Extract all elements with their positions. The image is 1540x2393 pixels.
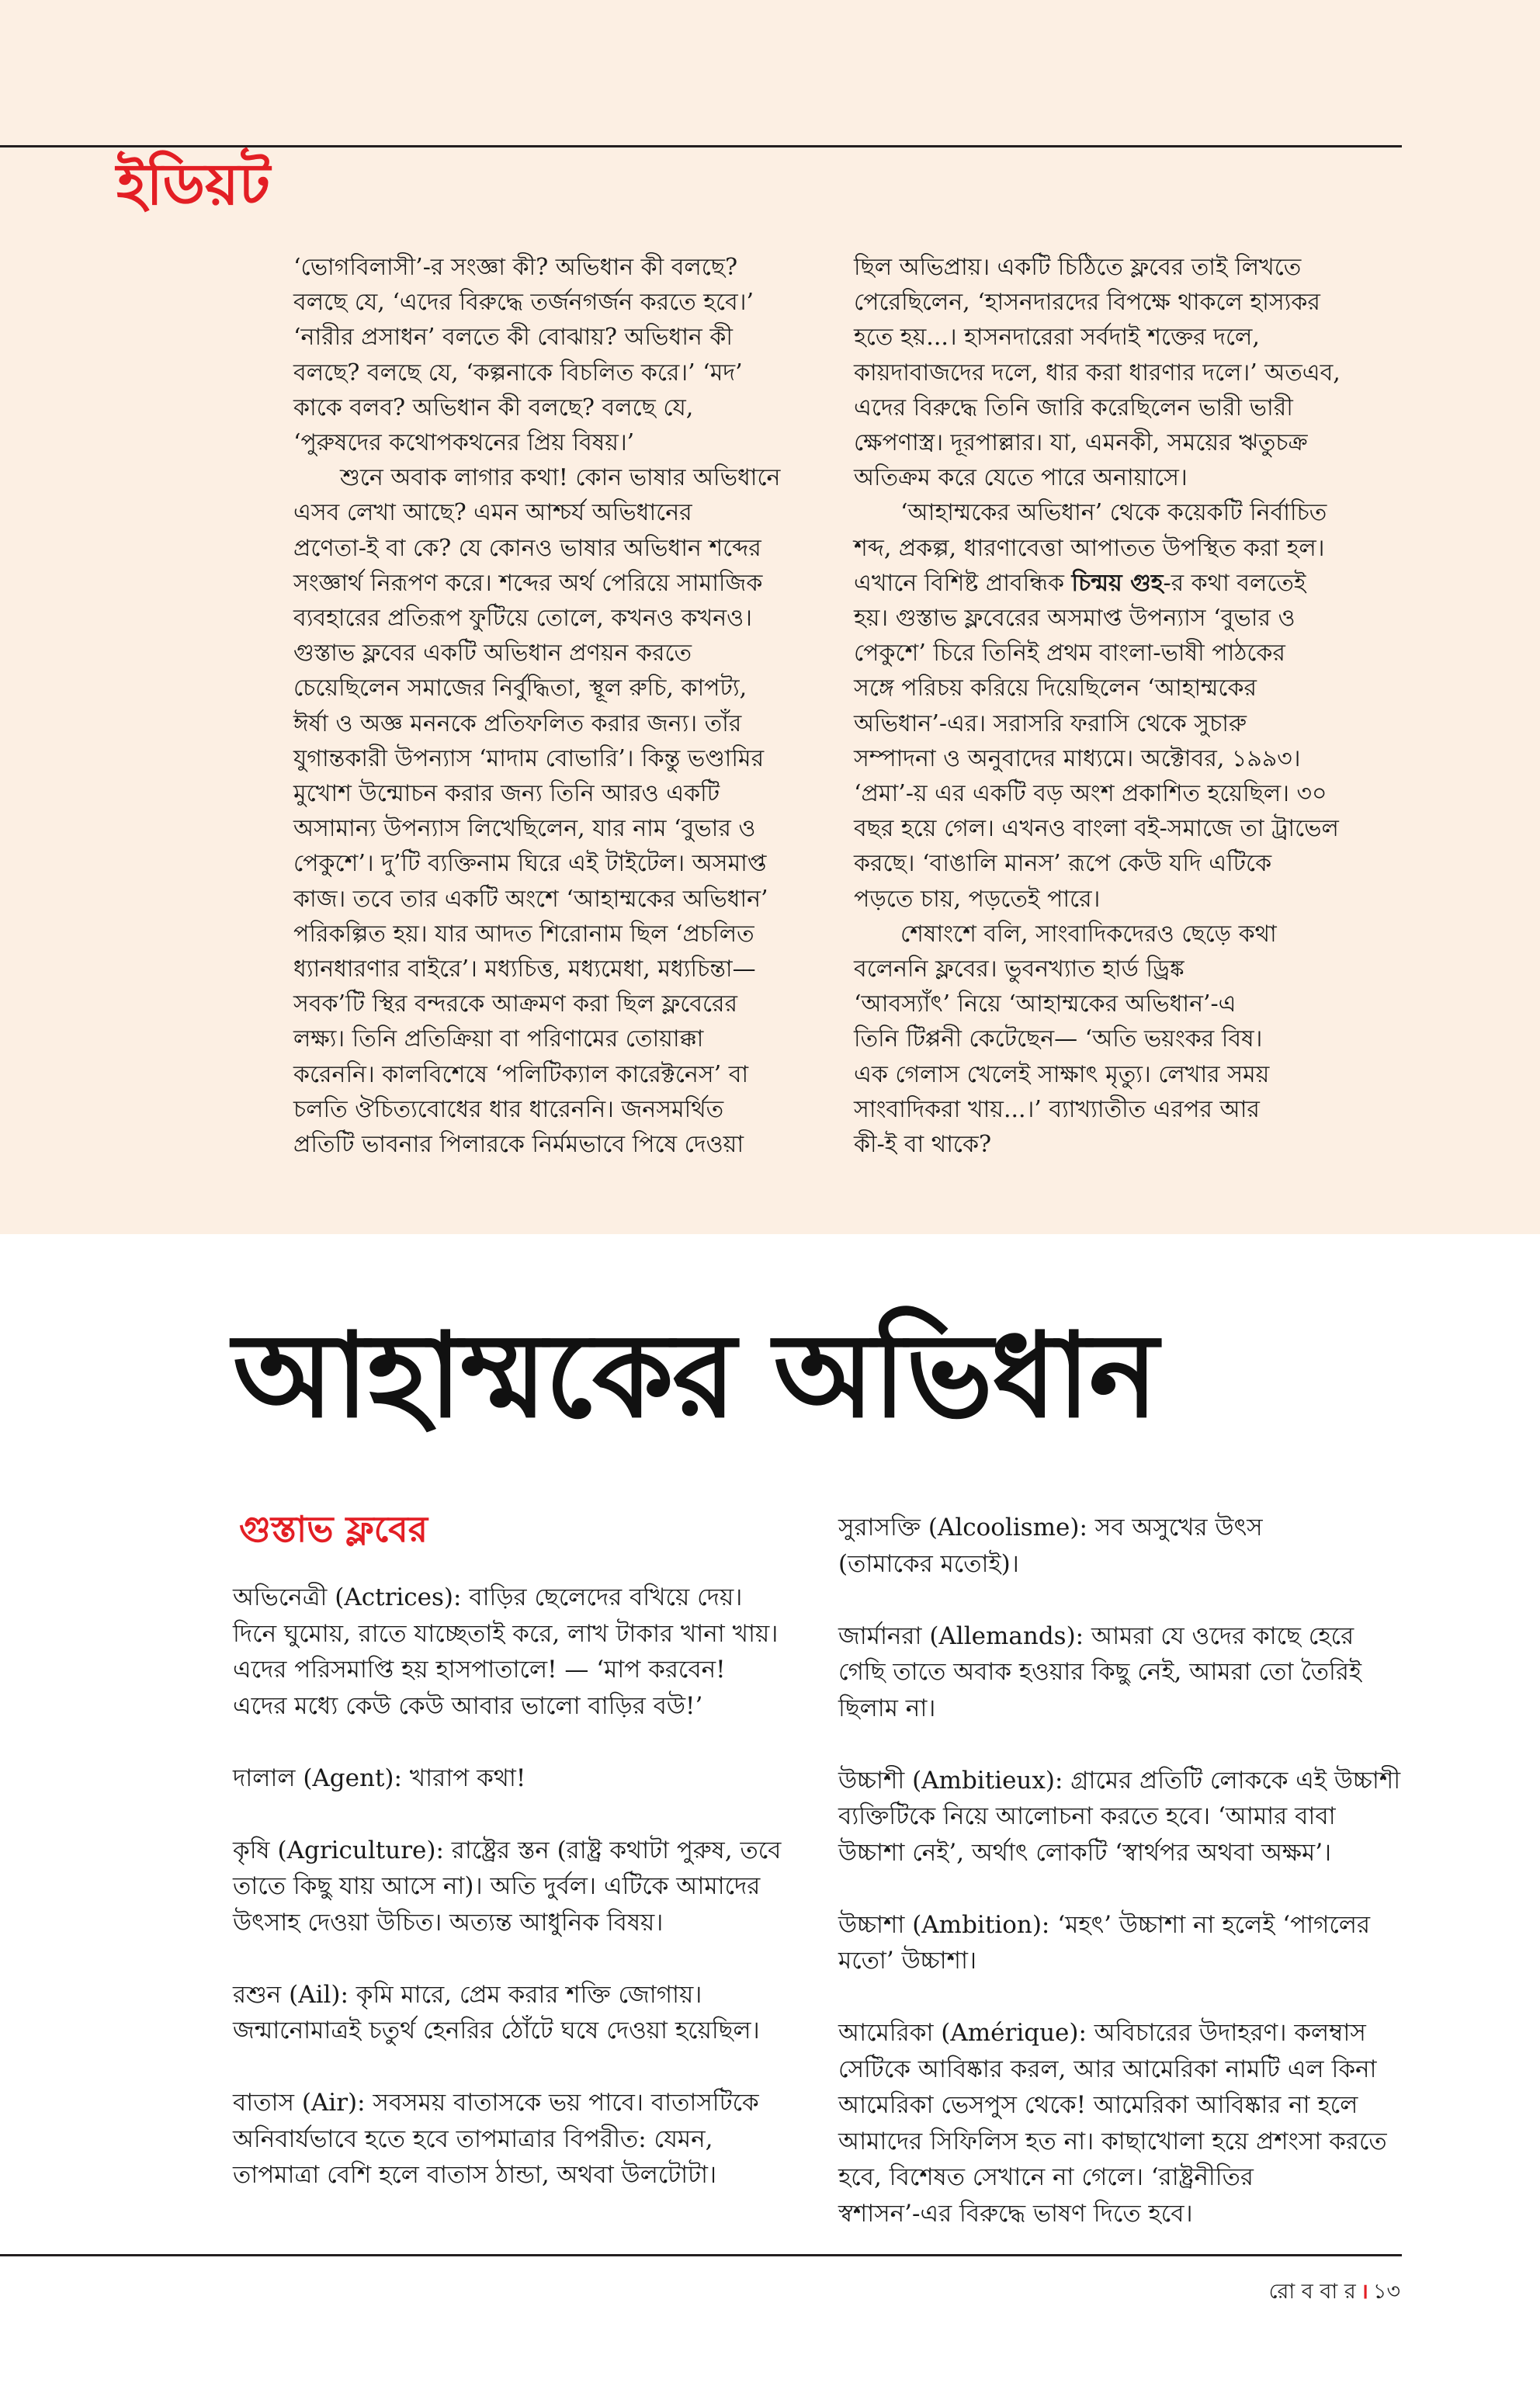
text-line: লক্ষ্য। তিনি প্রতিক্রিয়া বা পরিণামের তোয়াক্কা: [293, 1025, 704, 1053]
text-line: ‘আহাম্মকের অভিধান’ থেকে কয়েকটি নির্বাচিত: [900, 499, 1327, 527]
intro-column-left: [293, 250, 780, 1162]
dictionary-entry: [838, 2015, 1400, 2232]
dictionary-entry: [233, 1580, 781, 1724]
entry-line: জার্মানরা (Allemands): আমরা যে ওদের কাছে হেরে: [838, 1621, 1354, 1650]
text-line: শব্দ, প্রকল্প, ধারণাবেত্তা আপাতত উপস্থিত করা হল।: [854, 534, 1325, 562]
dictionary-entry: [233, 2085, 781, 2194]
entry-line: মতো’ উচ্চাশা।: [838, 1947, 977, 1975]
entry-line: তাপমাত্রা বেশি হলে বাতাস ঠান্ডা, অথবা উলটোটা।: [233, 2161, 717, 2189]
entry-line: কৃষি (Agriculture): রাষ্ট্রের স্তন (রাষ্ট্র কথাটা পুরুষ, তবে: [233, 1836, 782, 1864]
text-line: সংজ্ঞার্থ নিরূপণ করে। শব্দের অর্থ পেরিয়ে সামাজিক: [293, 569, 763, 597]
text-line: অভিধান’-এর। সরাসরি ফরাসি থেকে সুচারু: [854, 709, 1247, 737]
author-name: গুস্তাভ ফ্লবের: [239, 1508, 428, 1550]
footer-separator: ।: [1360, 2280, 1368, 2304]
text-line: চেয়েছিলেন সমাজের নির্বুদ্ধিতা, স্থূল রুচি, কাপট্য,: [293, 675, 747, 702]
entry-line: আমেরিকা (Amérique): অবিচারের উদাহরণ। কলম্বাস: [838, 2019, 1366, 2047]
page-footer: [1269, 2276, 1400, 2311]
entry-line: জন্মানোমাত্রই চতুর্থ হেনরির ঠোঁটে ঘষে দেওয়া হয়েছিল।: [233, 2017, 760, 2044]
text-line: পড়তে চায়, পড়তেই পারে।: [854, 885, 1101, 913]
entry-line: সুরাসক্তি (Alcoolisme): সব অসুখের উৎস: [838, 1514, 1263, 1542]
page-number: ১৩: [1372, 2280, 1400, 2304]
magazine-name: রো ব বা র: [1268, 2280, 1356, 2304]
text-line: ‘ভোগবিলাসী’-র সংজ্ঞা কী? অভিধান কী বলছে?: [293, 254, 738, 281]
text-line: বলেননি ফ্লবের। ভুবনখ্যাত হার্ড ড্রিঙ্ক: [854, 955, 1184, 983]
text-line: কাজ। তবে তার একটি অংশে ‘আহাম্মকের অভিধান’: [293, 885, 768, 913]
text-line: কায়দাবাজদের দলে, ধার করা ধারণার দলে।’ অতএব,: [854, 359, 1341, 387]
text-line: অসামান্য উপন্যাস লিখেছিলেন, যার নাম ‘বুভার ও: [293, 815, 756, 843]
entry-line: ব্যক্তিটিকে নিয়ে আলোচনা করতে হবে। ‘আমার বাবা: [838, 1802, 1336, 1830]
text-line: এক গেলাস খেলেই সাক্ষাৎ মৃত্যু। লেখার সময়: [854, 1060, 1270, 1088]
bottom-rule: [0, 2254, 1402, 2256]
entry-line: স্বশাসন’-এর বিরুদ্ধে ভাষণ দিতে হবে।: [838, 2199, 1193, 2228]
text-line: বলছে? বলছে যে, ‘কল্পনাকে বিচলিত করে।’ ‘মদ’: [293, 359, 743, 387]
entry-line: দিনে ঘুমোয়, রাতে যাচ্ছেতাই করে, লাখ টাকার খানা খায়।: [233, 1619, 779, 1648]
text-line: পেকুশে’। দু’টি ব্যক্তিনাম ঘিরে এই টাইটেল। অসমাপ্ত: [293, 850, 767, 878]
text-line: শেষাংশে বলি, সাংবাদিকদেরও ছেড়ে কথা: [900, 920, 1277, 948]
dictionary-entry: [838, 1907, 1400, 1979]
dictionary-entry: [838, 1510, 1400, 1582]
entry-line: সেটিকে আবিষ্কার করল, আর আমেরিকা নামটি এল কিনা: [838, 2055, 1377, 2083]
text-line: প্রণেতা-ই বা কে? যে কোনও ভাষার অভিধান শব্দের: [293, 534, 761, 562]
entry-line: তাতে কিছু যায় আসে না)। অতি দুর্বল। এটিকে আমাদের: [233, 1872, 761, 1900]
text-line: শুনে অবাক লাগার কথা! কোন ভাষার অভিধানে: [340, 464, 781, 492]
text-line: এসব লেখা আছে? এমন আশ্চর্য অভিধানের: [293, 499, 692, 527]
text-line: পেরেছিলেন, ‘হাসনদারদের বিপক্ষে থাকলে হাস্যকর: [854, 289, 1320, 317]
text-line: ‘পুরুষদের কথোপকথনের প্রিয় বিষয়।’: [293, 429, 635, 457]
text-line: পেকুশে’ চিরে তিনিই প্রথম বাংলা-ভাষী পাঠকের: [854, 640, 1285, 668]
entry-line: (তামাকের মতোই)।: [838, 1549, 1019, 1578]
text-line: পরিকল্পিত হয়। যার আদত শিরোনাম ছিল ‘প্রচলিত: [293, 920, 754, 948]
entry-line: এদের মধ্যে কেউ কেউ আবার ভালো বাড়ির বউ!’: [233, 1691, 703, 1720]
text-line: সম্পাদনা ও অনুবাদের মাধ্যমে। অক্টোবর, ১৯৯৩।: [854, 744, 1301, 772]
text-line: করছে। ‘বাঙালি মানস’ রূপে কেউ যদি এটিকে: [854, 850, 1272, 878]
dictionary-entry: [838, 1763, 1400, 1871]
text-line: এদের বিরুদ্ধে তিনি জারি করেছিলেন ভারী ভারী: [854, 394, 1293, 421]
entry-line: হবে, বিশেষত সেখানে না গেলে। ‘রাষ্ট্রনীতির: [838, 2163, 1254, 2191]
text-line: কাকে বলব? অভিধান কী বলছে? বলছে যে,: [293, 394, 694, 421]
dictionary-entry: [233, 1833, 781, 1941]
text-line: যুগান্তকারী উপন্যাস ‘মাদাম বোভারি’। কিন্তু ভণ্ডামির: [293, 744, 765, 772]
text-line: [854, 566, 1341, 601]
article-title: আহাম্মকের অভিধান: [233, 1307, 1157, 1444]
intro-column-right: [854, 250, 1341, 1162]
entry-line: আমাদের সিফিলিস হত না। কাছাখোলা হয়ে প্রশংসা করতে: [838, 2127, 1387, 2155]
text-line: হতে হয়...। হাসনদারেরা সর্বদাই শক্তের দলে,: [854, 324, 1260, 352]
text-line: ব্যবহারের প্রতিরূপ ফুটিয়ে তোলে, কখনও কখনও।: [293, 605, 752, 633]
text-line: হয়। গুস্তাভ ফ্লবেরের অসমাপ্ত উপন্যাস ‘বুভার ও: [854, 605, 1295, 633]
text-line: মুখোশ উন্মোচন করার জন্য তিনি আরও একটি: [293, 780, 720, 808]
dictionary-entry: [838, 1618, 1400, 1727]
entry-line: উচ্চাশী (Ambitieux): গ্রামের প্রতিটি লোককে এই উচ্চাশী: [838, 1766, 1401, 1795]
text-fragment: এখানে বিশিষ্ট প্রাবন্ধিক: [854, 569, 1072, 597]
text-line: ছিল অভিপ্রায়। একটি চিঠিতে ফ্লবের তাই লিখতে: [854, 254, 1302, 281]
entry-line: অভিনেত্রী (Actrices): বাড়ির ছেলেদের বখিয়ে দেয়।: [233, 1583, 743, 1611]
text-line: সবক’টি স্থির বন্দরকে আক্রমণ করা ছিল ফ্লবেরের: [293, 990, 738, 1018]
entry-line: রশুন (Ail): কৃমি মারে, প্রেম করার শক্তি জোগায়।: [233, 1980, 702, 2009]
section-kicker: ইডিয়ট: [116, 151, 271, 218]
text-line: অতিক্রম করে যেতে পারে অনায়াসে।: [854, 464, 1188, 492]
text-line: ধ্যানধারণার বাইরে’। মধ্যচিত্ত, মধ্যমেধা, মধ্যচিন্তা—: [293, 955, 756, 983]
entry-line: অনিবার্যভাবে হতে হবে তাপমাত্রার বিপরীত: যেমন,: [233, 2124, 713, 2153]
text-line: ক্ষেপণাস্ত্র। দূরপাল্লার। যা, এমনকী, সময়ের ঋতুচক্র: [854, 429, 1308, 457]
entry-line: এদের পরিসমাপ্তি হয় হাসপাতালে! — ‘মাপ করবেন!: [233, 1656, 726, 1684]
entry-line: উৎসাহ দেওয়া উচিত। অত্যন্ত আধুনিক বিষয়।: [233, 1908, 664, 1937]
text-line: সাংবাদিকরা খায়...।’ ব্যাখ্যাতীত এরপর আর: [854, 1095, 1260, 1123]
text-line: সঙ্গে পরিচয় করিয়ে দিয়েছিলেন ‘আহাম্মকের: [854, 675, 1257, 702]
entry-line: বাতাস (Air): সবসময় বাতাসকে ভয় পাবে। বাতাসটিকে: [233, 2089, 759, 2117]
text-line: ‘আবস্যাঁৎ’ নিয়ে ‘আহাম্মকের অভিধান’-এ: [854, 990, 1237, 1018]
highlighted-name: চিন্ময় গুহ: [1071, 569, 1164, 597]
top-rule: [0, 145, 1402, 147]
text-line: করেননি। কালবিশেষে ‘পলিটিক্যাল কারেক্টনেস’ বা: [293, 1060, 749, 1088]
text-line: ‘প্রমা’-য় এর একটি বড় অংশ প্রকাশিত হয়েছিল। ৩০: [854, 780, 1327, 808]
entries-column-right: [838, 1510, 1400, 2268]
text-line: বলছে যে, ‘এদের বিরুদ্ধে তর্জনগর্জন করতে হবে।’: [293, 289, 754, 317]
text-line: তিনি টিপ্পনী কেটেছেন— ‘অতি ভয়ংকর বিষ।: [854, 1025, 1263, 1053]
entry-line: উচ্চাশা নেই’, অর্থাৎ লোকটি ‘স্বার্থপর অথবা অক্ষম’।: [838, 1838, 1332, 1867]
text-line: ঈর্ষা ও অজ্ঞ মননকে প্রতিফলিত করার জন্য। তাঁর: [293, 709, 742, 737]
text-line: প্রতিটি ভাবনার পিলারকে নির্মমভাবে পিষে দেওয়া: [293, 1131, 744, 1159]
text-line: কী-ই বা থাকে?: [854, 1131, 992, 1159]
dictionary-entry: [233, 1760, 781, 1797]
text-line: বছর হয়ে গেল। এখনও বাংলা বই-সমাজে তা ট্রাভেল: [854, 815, 1339, 843]
entry-line: আমেরিকা ভেসপুস থেকে! আমেরিকা আবিষ্কার না হলে: [838, 2091, 1358, 2119]
entry-line: উচ্চাশা (Ambition): ‘মহৎ’ উচ্চাশা না হলেই ‘পাগলের: [838, 1910, 1371, 1939]
entry-line: ছিলাম না।: [838, 1694, 936, 1722]
entry-line: গেছি তাতে অবাক হওয়ার কিছু নেই, আমরা তো তৈরিই: [838, 1658, 1362, 1686]
dictionary-entry: [233, 1977, 781, 2049]
text-line: গুস্তাভ ফ্লবের একটি অভিধান প্রণয়ন করতে: [293, 640, 692, 668]
entries-column-left: [233, 1580, 781, 2229]
text-line: ‘নারীর প্রসাধন’ বলতে কী বোঝায়? অভিধান কী: [293, 324, 733, 352]
text-fragment: -র কথা বলতেই: [1163, 569, 1306, 597]
entry-line: দালাল (Agent): খারাপ কথা!: [233, 1764, 526, 1792]
text-line: চলতি ঔচিত্যবোধের ধার ধারেননি। জনসমর্থিত: [293, 1095, 724, 1123]
